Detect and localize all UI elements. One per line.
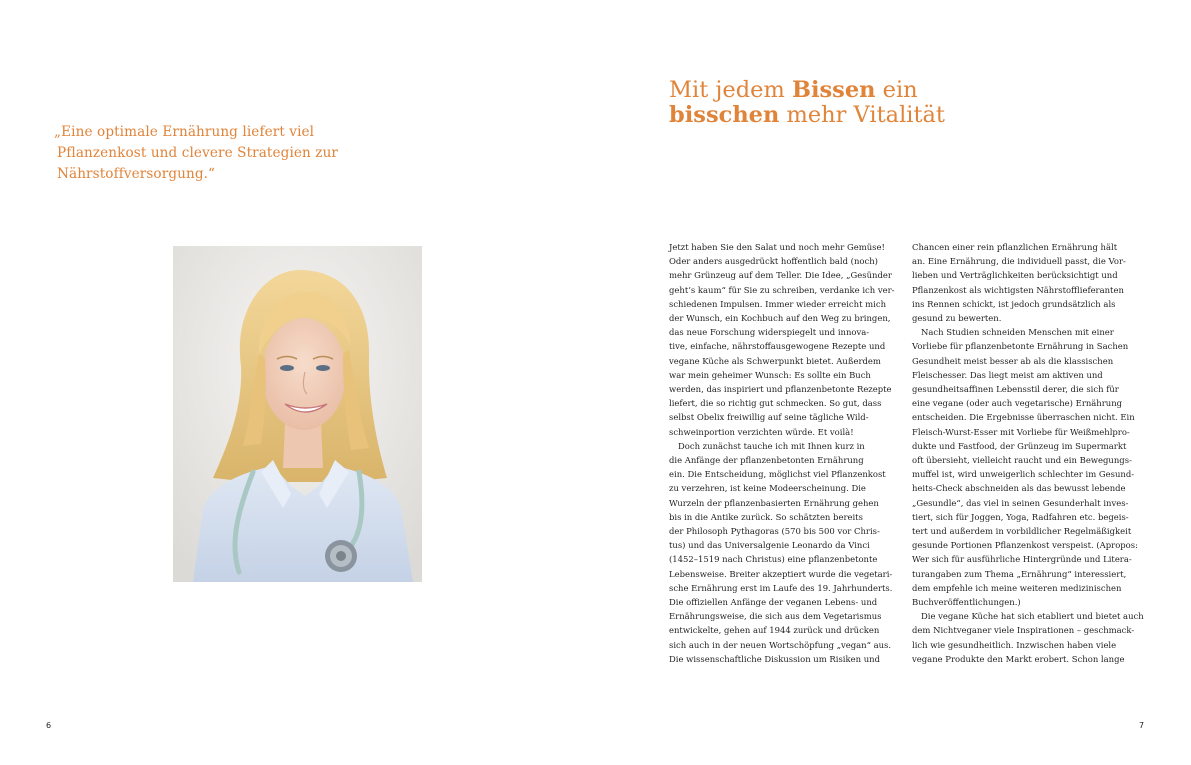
body-text-line: Die vegane Küche hat sich etabliert und bietet auch [921,611,1144,622]
body-text-line: selbst Obelix freiwillig auf seine tägliche Wild- [669,412,869,423]
body-text-line: „Gesundle“, das viel in seinen Gesunderhalt inves- [912,497,1129,508]
body-text-line: lieben und Verträglichkeiten berücksichtigt und [912,270,1118,281]
body-text-line: ins Rennen schickt, ist jedoch grundsätzlich als [912,298,1116,309]
body-text-line: Wurzeln der pflanzenbasierten Ernährung gehen [669,497,879,508]
pull-quote-line: „Eine optimale Ernährung liefert viel [54,124,315,140]
body-text-line: lich wie gesundheitlich. Inzwischen haben viele [912,639,1117,650]
body-text-line: Fleischesser. Das liegt meist am aktiven und [912,369,1103,380]
page-number-left: 6 [46,721,52,730]
body-text-line: der Philosoph Pythagoras (570 bis 500 vor Chris- [669,526,880,537]
body-text-line: Fleisch-Wurst-Esser mit Vorliebe für Weißmehlpro- [912,426,1130,437]
body-text-line: dem Nichtveganer viele Inspirationen – geschmack- [912,625,1135,636]
body-text-line: entscheiden. Die Ergebnisse überraschen nicht. Ein [912,412,1135,423]
title-text: ein [875,77,918,103]
body-text-line: Buchveröffentlichungen.) [912,597,1021,608]
title-text: Mit jedem [669,77,792,103]
chapter-title-line-2 [669,103,1089,128]
author-portrait [173,246,422,582]
body-text-line: eine vegane (oder auch vegetarische) Ernährung [912,398,1123,409]
body-text-line: der Wunsch, ein Kochbuch auf den Weg zu bringen, [669,313,891,324]
chapter-title [669,78,1089,128]
body-text-line: Vorliebe für pflanzenbetonte Ernährung in Sachen [912,341,1129,352]
body-text-line: dem empfehle ich meine weiteren medizinischen [912,582,1122,593]
body-column-right [912,240,1144,666]
body-text-line: werden, das inspiriert und pflanzenbetonte Rezepte [669,384,892,395]
body-text-line: dukte und Fastfood, der Grünzeug im Supermarkt [912,440,1127,451]
body-text-line: sich auch in der neuen Wortschöpfung „vegan“ aus. [669,639,892,650]
body-text-line: tert und außerdem in vorbildlicher Regelmäßigkeit [912,526,1132,537]
body-text-line: Die wissenschaftliche Diskussion um Risiken und [669,653,880,664]
body-text-line: Jetzt haben Sie den Salat und noch mehr Gemüse! [669,242,885,252]
body-text-line: Lebensweise. Breiter akzeptiert wurde die vegetari- [669,568,893,579]
body-text-line: mehr Grünzeug auf dem Teller. Die Idee, „Gesünder [669,270,892,281]
body-text-line: zu verzehren, ist keine Modeerscheinung. Die [669,483,866,494]
body-text-line: liefert, die so richtig gut schmecken. So gut, dass [669,398,882,409]
title-text-bold: bisschen [669,102,780,128]
body-text-line: schweinportion verzichten würde. Et voilà! [669,426,854,437]
body-text-line: sche Ernährung erst im Laufe des 19. Jahrhunderts. [669,582,893,593]
body-text-line: muffel ist, wird unweigerlich schlechter im Gesund- [912,469,1135,480]
body-text-line: tiert, sich für Joggen, Yoga, Radfahren etc. begeis- [912,511,1129,522]
body-text-line: Wer sich für ausführliche Hintergründe und Litera- [912,554,1132,565]
pull-quote [54,122,354,185]
body-text-line: Gesundheit meist besser ab als die klassischen [912,355,1114,366]
body-text-line: vegane Küche als Schwerpunkt bietet. Außerdem [669,355,881,366]
page-number-right: 7 [1139,721,1145,730]
body-text-line: Pflanzenkost als wichtigsten Nährstofflieferanten [912,284,1124,295]
body-text-line: Nach Studien schneiden Menschen mit einer [921,327,1114,338]
body-text-line: oft übersieht, vielleicht raucht und ein Bewegungs- [912,455,1132,466]
body-text-line: an. Eine Ernährung, die individuell passt, die Vor- [912,256,1126,267]
chapter-title-line-1 [669,78,1089,103]
body-text-line: tus) und das Universalgenie Leonardo da Vinci [669,540,870,551]
body-text-line: ein. Die Entscheidung, möglichst viel Pflanzenkost [669,469,886,480]
body-text-line: Ernährungsweise, die sich aus dem Vegetarismus [669,611,882,622]
body-column-left [669,240,901,666]
body-text-line: gesund zu bewerten. [912,313,1002,324]
body-text-line: tive, einfache, nährstoffausgewogene Rezepte und [669,341,886,352]
body-text-line: war mein geheimer Wunsch: Es sollte ein Buch [669,369,871,380]
body-text-line: Doch zunächst tauche ich mit Ihnen kurz in [678,440,865,451]
body-text-line: Oder anders ausgedrückt hoffentlich bald (noch) [669,256,878,267]
body-text-line: gesunde Portionen Pflanzenkost verspeist. (Apropos: [912,540,1138,551]
body-text-line: das neue Forschung widerspiegelt und innova- [669,327,870,338]
body-text-line: gesundheitsaffinen Lebensstil derer, die sich für [912,384,1119,395]
body-text-line: turangaben zum Thema „Ernährung“ interessiert, [912,568,1127,579]
body-text-line: (1452–1519 nach Christus) eine pflanzenbetonte [669,554,878,565]
body-text-line: bis in die Antike zurück. So schätzten bereits [669,511,863,522]
title-text-bold: Bissen [791,77,876,103]
title-text: mehr Vitalität [779,102,945,128]
body-text-line: entwickelte, gehen auf 1944 zurück und drücken [669,625,880,636]
body-text-line: Die offiziellen Anfänge der veganen Lebens- und [669,597,878,608]
body-text-line: Chancen einer rein pflanzlichen Ernährung hält [912,242,1118,252]
body-text-line: die Anfänge der pflanzenbetonten Ernährung [669,455,864,466]
pull-quote-line: Pflanzenkost und clevere Strategien zur [57,145,339,161]
pull-quote-line: Nährstoffversorgung.“ [57,166,216,182]
body-text-line: heits-Check abschneiden als das bewusst lebende [912,483,1126,494]
body-text-line: schiedenen Impulsen. Immer wieder erreicht mich [669,298,887,309]
body-text-line: geht’s kaum“ für Sie zu schreiben, verdanke ich ver- [669,284,895,295]
body-text-line: vegane Produkte den Markt erobert. Schon lange [912,653,1125,664]
